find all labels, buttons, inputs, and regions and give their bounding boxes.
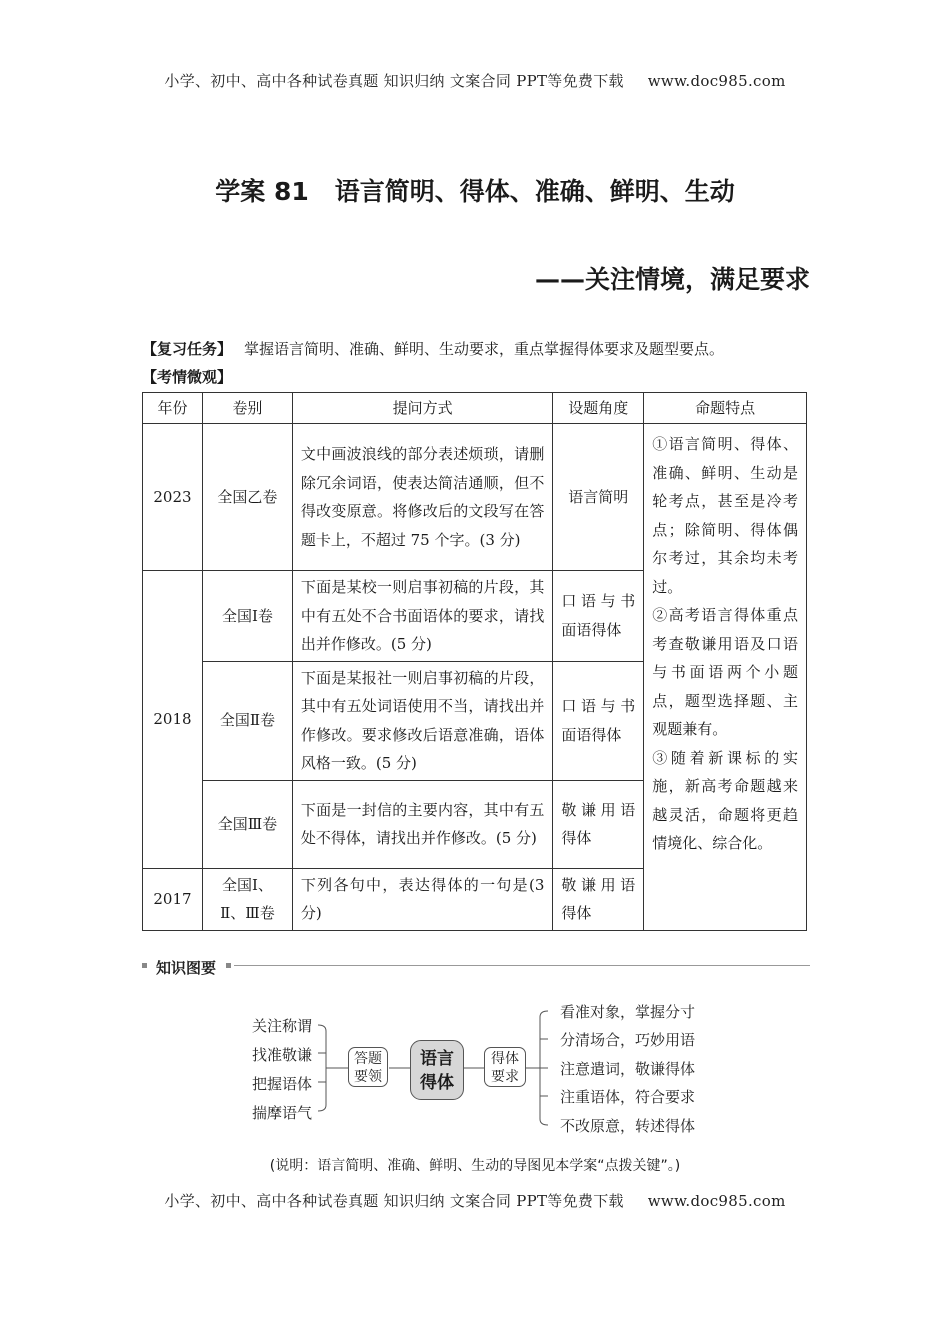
box-line: 得体 xyxy=(491,1051,519,1067)
question-cell: 下面是一封信的主要内容，其中有五处不得体，请找出并作修改。(5 分) xyxy=(292,780,553,868)
features-cell xyxy=(644,424,807,931)
page-subtitle: ——关注情境，满足要求 xyxy=(534,265,810,294)
lesson-title: 语言简明、得体、准确、鲜明、生动 xyxy=(334,177,735,206)
table-header-row xyxy=(143,393,807,424)
mind-map xyxy=(240,995,720,1145)
center-line: 语言 xyxy=(420,1049,454,1069)
exam-trend-tag: 【考情微观】 xyxy=(142,368,233,386)
right-item: 不改原意，转述得体 xyxy=(560,1117,696,1135)
review-task-tag: 【复习任务】 xyxy=(142,340,233,358)
angle-cell: 敬谦用语得体 xyxy=(553,868,644,930)
box-line: 答题 xyxy=(354,1051,382,1067)
banner-site-link[interactable]: www.doc985.com xyxy=(647,1192,786,1210)
paper-cell: 全国Ⅱ卷 xyxy=(202,661,292,780)
center-line: 得体 xyxy=(420,1073,454,1093)
table-row xyxy=(143,424,807,571)
banner-site-link[interactable]: www.doc985.com xyxy=(647,72,786,90)
angle-cell: 口语与书面语得体 xyxy=(553,661,644,780)
section-bullet-icon xyxy=(142,963,147,968)
bottom-banner xyxy=(0,1190,950,1211)
section-bullet-icon xyxy=(226,963,231,968)
right-item: 看准对象，掌握分寸 xyxy=(560,1003,696,1021)
left-item: 揣摩语气 xyxy=(252,1104,313,1122)
question-cell: 下列各句中，表达得体的一句是(3 分) xyxy=(292,868,553,930)
right-item: 分清场合，巧妙用语 xyxy=(560,1031,696,1049)
requirements-box xyxy=(484,1047,526,1087)
angle-cell: 口语与书面语得体 xyxy=(553,571,644,662)
paper-cell: 全国Ⅲ卷 xyxy=(202,780,292,868)
feature-item: ②高考语言得体重点考查敬谦用语及口语与书面语两个小题点，题型选择题、主观题兼有。 xyxy=(652,606,798,738)
diagram-note: (说明：语言简明、准确、鲜明、生动的导图见本学案“点拨关键”。) xyxy=(269,1158,681,1174)
banner-text: 小学、初中、高中各种试卷真题 知识归纳 文案合同 PPT等免费下载 xyxy=(164,72,624,90)
year-cell: 2018 xyxy=(143,571,203,869)
review-task xyxy=(142,338,724,359)
right-item: 注重语体，符合要求 xyxy=(560,1088,696,1106)
year-cell: 2023 xyxy=(143,424,203,571)
question-cell: 下面是某校一则启事初稿的片段，其中有五处不合书面语体的要求，请找出并作修改。(5 分) xyxy=(292,571,553,662)
section-header xyxy=(142,957,810,977)
feature-item: ③随着新课标的实施，新高考命题越来越灵活，命题将更趋情境化、综合化。 xyxy=(652,748,798,852)
paper-cell: 全国乙卷 xyxy=(202,424,292,571)
box-line: 要求 xyxy=(491,1069,519,1085)
feature-item: ①语言简明、得体、准确、鲜明、生动是轮考点，甚至是冷考点；除简明、得体偶尔考过，其余均未考过。 xyxy=(652,435,798,596)
top-banner xyxy=(0,70,950,91)
section-divider xyxy=(234,965,810,966)
angle-cell: 敬谦用语得体 xyxy=(553,780,644,868)
lesson-number: 学案 81 xyxy=(215,177,309,206)
left-item: 关注称谓 xyxy=(252,1017,313,1035)
section-label: 知识图要 xyxy=(156,959,217,977)
question-cell: 文中画波浪线的部分表述烦琐，请删除冗余词语，使表达简洁通顺，但不得改变原意。将修改后的文段写在答题卡上，不超过 75 个字。(3 分) xyxy=(292,424,553,571)
page-title xyxy=(0,172,950,208)
header-angle: 设题角度 xyxy=(553,393,644,424)
center-topic-box xyxy=(410,1040,464,1100)
header-features: 命题特点 xyxy=(644,393,807,424)
left-item: 把握语体 xyxy=(252,1075,313,1093)
left-item: 找准敬谦 xyxy=(252,1046,313,1064)
angle-cell: 语言简明 xyxy=(553,424,644,571)
header-question: 提问方式 xyxy=(292,393,553,424)
exam-table xyxy=(142,392,807,931)
right-item: 注意遣词，敬谦得体 xyxy=(560,1060,696,1078)
header-year: 年份 xyxy=(143,393,203,424)
answer-method-box xyxy=(348,1047,388,1087)
paper-cell: 全国Ⅰ卷 xyxy=(202,571,292,662)
paper-cell: 全国Ⅰ、Ⅱ、Ⅲ卷 xyxy=(202,868,292,930)
question-cell: 下面是某报社一则启事初稿的片段，其中有五处词语使用不当，请找出并作修改。要求修改后语意准确，语体风格一致。(5 分) xyxy=(292,661,553,780)
review-task-text: 掌握语言简明、准确、鲜明、生动要求，重点掌握得体要求及题型要点。 xyxy=(244,340,725,358)
banner-text: 小学、初中、高中各种试卷真题 知识归纳 文案合同 PPT等免费下载 xyxy=(164,1192,624,1210)
year-cell: 2017 xyxy=(143,868,203,930)
header-paper: 卷别 xyxy=(202,393,292,424)
box-line: 要领 xyxy=(354,1069,382,1085)
